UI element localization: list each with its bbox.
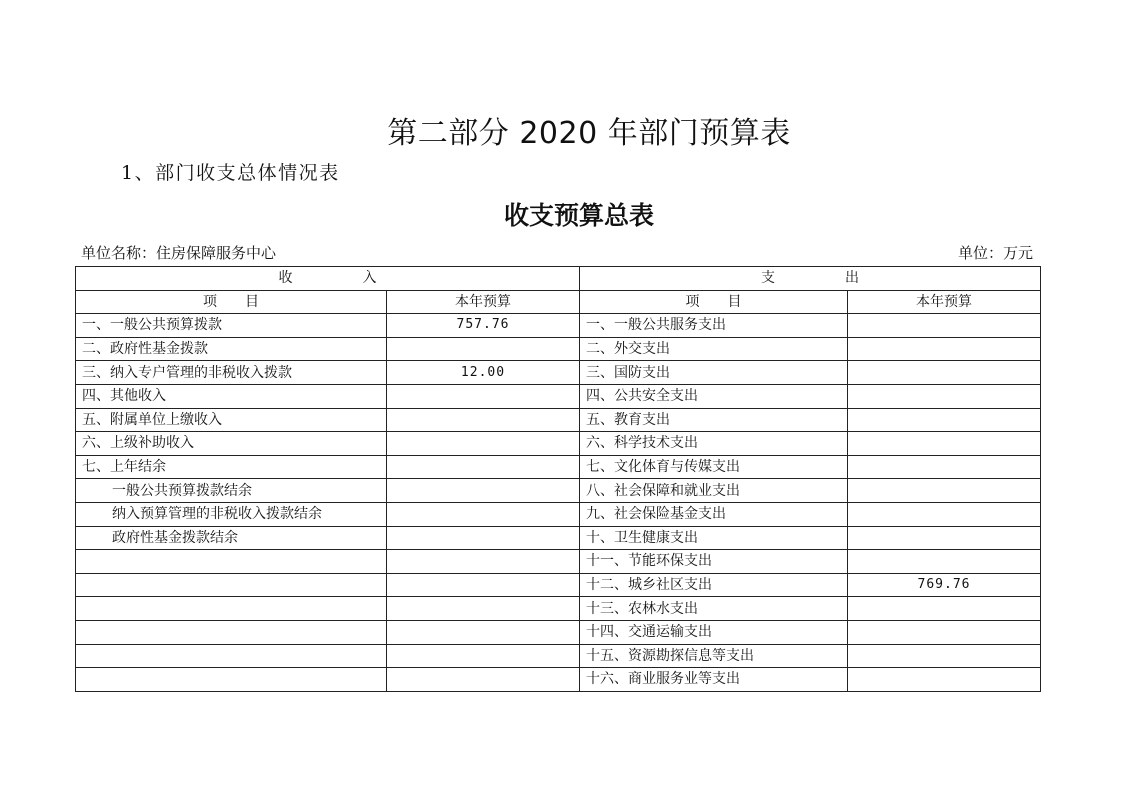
income-budget-cell xyxy=(387,337,580,361)
income-budget-cell xyxy=(387,668,580,692)
table-row xyxy=(76,526,1041,550)
table-row xyxy=(76,384,1041,408)
table-row xyxy=(76,432,1041,456)
income-budget-cell xyxy=(387,620,580,644)
income-item-cell: 纳入预算管理的非税收入拨款结余 xyxy=(76,502,387,526)
table-row xyxy=(76,573,1041,597)
expense-budget-cell xyxy=(848,479,1041,503)
income-budget-cell xyxy=(387,408,580,432)
income-item-cell: 七、上年结余 xyxy=(76,455,387,479)
table-row xyxy=(76,597,1041,621)
expense-budget-cell xyxy=(848,597,1041,621)
currency-unit-label: 单位：万元 xyxy=(957,244,1033,262)
income-item-cell xyxy=(76,550,387,574)
group-header-row xyxy=(76,267,1041,291)
expense-budget-cell: 769.76 xyxy=(848,573,1041,597)
income-budget-cell xyxy=(387,597,580,621)
expense-item-cell: 五、教育支出 xyxy=(580,408,848,432)
income-group-header: 收 入 xyxy=(76,267,580,291)
income-budget-cell xyxy=(387,502,580,526)
expense-budget-cell xyxy=(848,455,1041,479)
expense-group-header: 支 出 xyxy=(580,267,1041,291)
expense-budget-header: 本年预算 xyxy=(848,290,1041,314)
expense-item-cell: 十二、城乡社区支出 xyxy=(580,573,848,597)
income-item-cell: 四、其他收入 xyxy=(76,384,387,408)
income-item-cell: 一、一般公共预算拨款 xyxy=(76,314,387,338)
expense-budget-cell xyxy=(848,432,1041,456)
table-row xyxy=(76,502,1041,526)
income-budget-cell xyxy=(387,644,580,668)
income-item-cell xyxy=(76,668,387,692)
income-item-cell xyxy=(76,573,387,597)
income-budget-cell: 757.76 xyxy=(387,314,580,338)
income-budget-cell xyxy=(387,573,580,597)
expense-item-cell: 七、文化体育与传媒支出 xyxy=(580,455,848,479)
page-title: 第二部分 2020 年部门预算表 xyxy=(387,116,791,151)
income-item-cell: 一般公共预算拨款结余 xyxy=(76,479,387,503)
income-item-cell: 二、政府性基金拨款 xyxy=(76,337,387,361)
expense-item-cell: 四、公共安全支出 xyxy=(580,384,848,408)
expense-budget-cell xyxy=(848,620,1041,644)
expense-item-cell: 十四、交通运输支出 xyxy=(580,620,848,644)
income-item-header: 项 目 xyxy=(76,290,387,314)
table-row xyxy=(76,479,1041,503)
table-row xyxy=(76,644,1041,668)
table-row xyxy=(76,620,1041,644)
expense-budget-cell xyxy=(848,644,1041,668)
income-budget-cell xyxy=(387,526,580,550)
column-header-row xyxy=(76,290,1041,314)
income-item-cell xyxy=(76,644,387,668)
income-item-cell xyxy=(76,620,387,644)
income-item-cell: 六、上级补助收入 xyxy=(76,432,387,456)
expense-item-cell: 三、国防支出 xyxy=(580,361,848,385)
expense-item-cell: 二、外交支出 xyxy=(580,337,848,361)
expense-budget-cell xyxy=(848,361,1041,385)
table-row xyxy=(76,314,1041,338)
expense-budget-cell xyxy=(848,550,1041,574)
table-row xyxy=(76,455,1041,479)
expense-item-cell: 十三、农林水支出 xyxy=(580,597,848,621)
income-item-cell: 政府性基金拨款结余 xyxy=(76,526,387,550)
section-heading: 1、部门收支总体情况表 xyxy=(121,162,340,184)
income-budget-cell xyxy=(387,384,580,408)
expense-item-cell: 九、社会保险基金支出 xyxy=(580,502,848,526)
income-item-cell xyxy=(76,597,387,621)
income-budget-cell xyxy=(387,550,580,574)
income-budget-cell xyxy=(387,432,580,456)
expense-budget-cell xyxy=(848,384,1041,408)
expense-budget-cell xyxy=(848,502,1041,526)
expense-item-cell: 十、卫生健康支出 xyxy=(580,526,848,550)
expense-budget-cell xyxy=(848,314,1041,338)
income-budget-cell xyxy=(387,479,580,503)
expense-item-cell: 六、科学技术支出 xyxy=(580,432,848,456)
expense-budget-cell xyxy=(848,408,1041,432)
expense-budget-cell xyxy=(848,526,1041,550)
income-item-cell: 三、纳入专户管理的非税收入拨款 xyxy=(76,361,387,385)
table-row xyxy=(76,361,1041,385)
table-row xyxy=(76,668,1041,692)
expense-budget-cell xyxy=(848,668,1041,692)
table-row xyxy=(76,408,1041,432)
expense-item-cell: 十五、资源勘探信息等支出 xyxy=(580,644,848,668)
expense-item-cell: 十一、节能环保支出 xyxy=(580,550,848,574)
expense-item-cell: 一、一般公共服务支出 xyxy=(580,314,848,338)
unit-row xyxy=(81,242,1033,263)
income-budget-header: 本年预算 xyxy=(387,290,580,314)
expense-item-header: 项 目 xyxy=(580,290,848,314)
budget-summary-table xyxy=(75,266,1041,692)
table-row xyxy=(76,337,1041,361)
income-budget-cell: 12.00 xyxy=(387,361,580,385)
expense-item-cell: 十六、商业服务业等支出 xyxy=(580,668,848,692)
table-title: 收支预算总表 xyxy=(503,201,654,230)
expense-item-cell: 八、社会保障和就业支出 xyxy=(580,479,848,503)
table-row xyxy=(76,550,1041,574)
income-budget-cell xyxy=(387,455,580,479)
expense-budget-cell xyxy=(848,337,1041,361)
income-item-cell: 五、附属单位上缴收入 xyxy=(76,408,387,432)
organization-label: 单位名称：住房保障服务中心 xyxy=(81,244,277,262)
